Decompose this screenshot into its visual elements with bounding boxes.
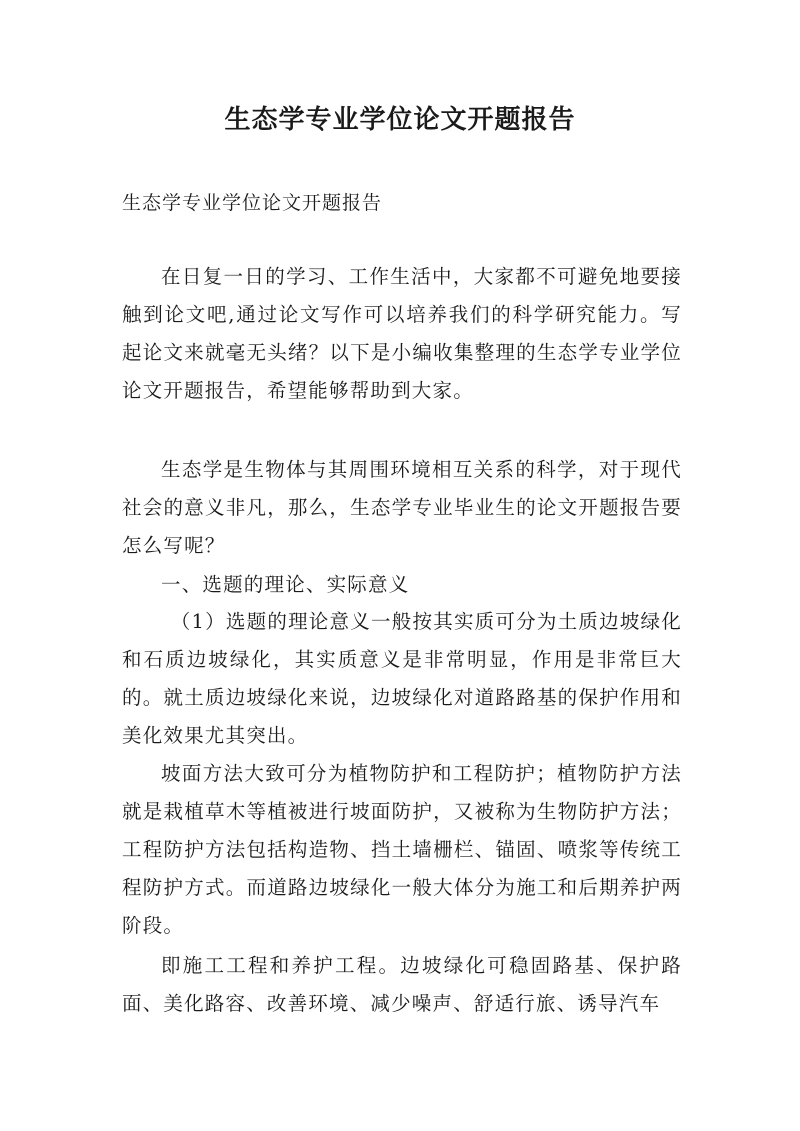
paragraph-construction-maintenance: 即施工工程和养护工程。边坡绿化可稳固路基、保护路面、美化路容、改善环境、减少噪声、舒适行旅、诱导汽车 [122, 954, 682, 1015]
document-subtitle: 生态学专业学位论文开题报告 [122, 192, 383, 214]
paragraph-slope-protection-methods: 坡面方法大致可分为植物防护和工程防护；植物防护方法就是栽植草木等植被进行坡面防护，又被称为生物防护方法；工程防护方法包括构造物、挡土墙栅栏、锚固、喷浆等传统工程防护方式。而道路边坡绿化一般大体分为施工和后期养护两阶段。 [122, 762, 682, 937]
document-title: 生态学专业学位论文开题报告 [224, 105, 576, 135]
paragraph-intro: 在日复一日的学习、工作生活中，大家都不可避免地要接触到论文吧,通过论文写作可以培养我们的科学研究能力。写起论文来就毫无头绪？以下是小编收集整理的生态学专业学位论文开题报告，希望能够帮助到大家。 [122, 265, 682, 402]
section-heading-topic-significance: 一、选题的理论、实际意义 [161, 573, 410, 596]
paragraph-ecology-definition: 生态学是生物体与其周围环境相互关系的科学，对于现代社会的意义非凡，那么，生态学专业毕业生的论文开题报告要怎么写呢？ [122, 458, 682, 557]
paragraph-theoretical-significance: （1）选题的理论意义一般按其实质可分为土质边坡绿化和石质边坡绿化，其实质意义是非常明显，作用是非常巨大的。就土质边坡绿化来说，边坡绿化对道路路基的保护作用和美化效果尤其突出。 [122, 610, 682, 747]
